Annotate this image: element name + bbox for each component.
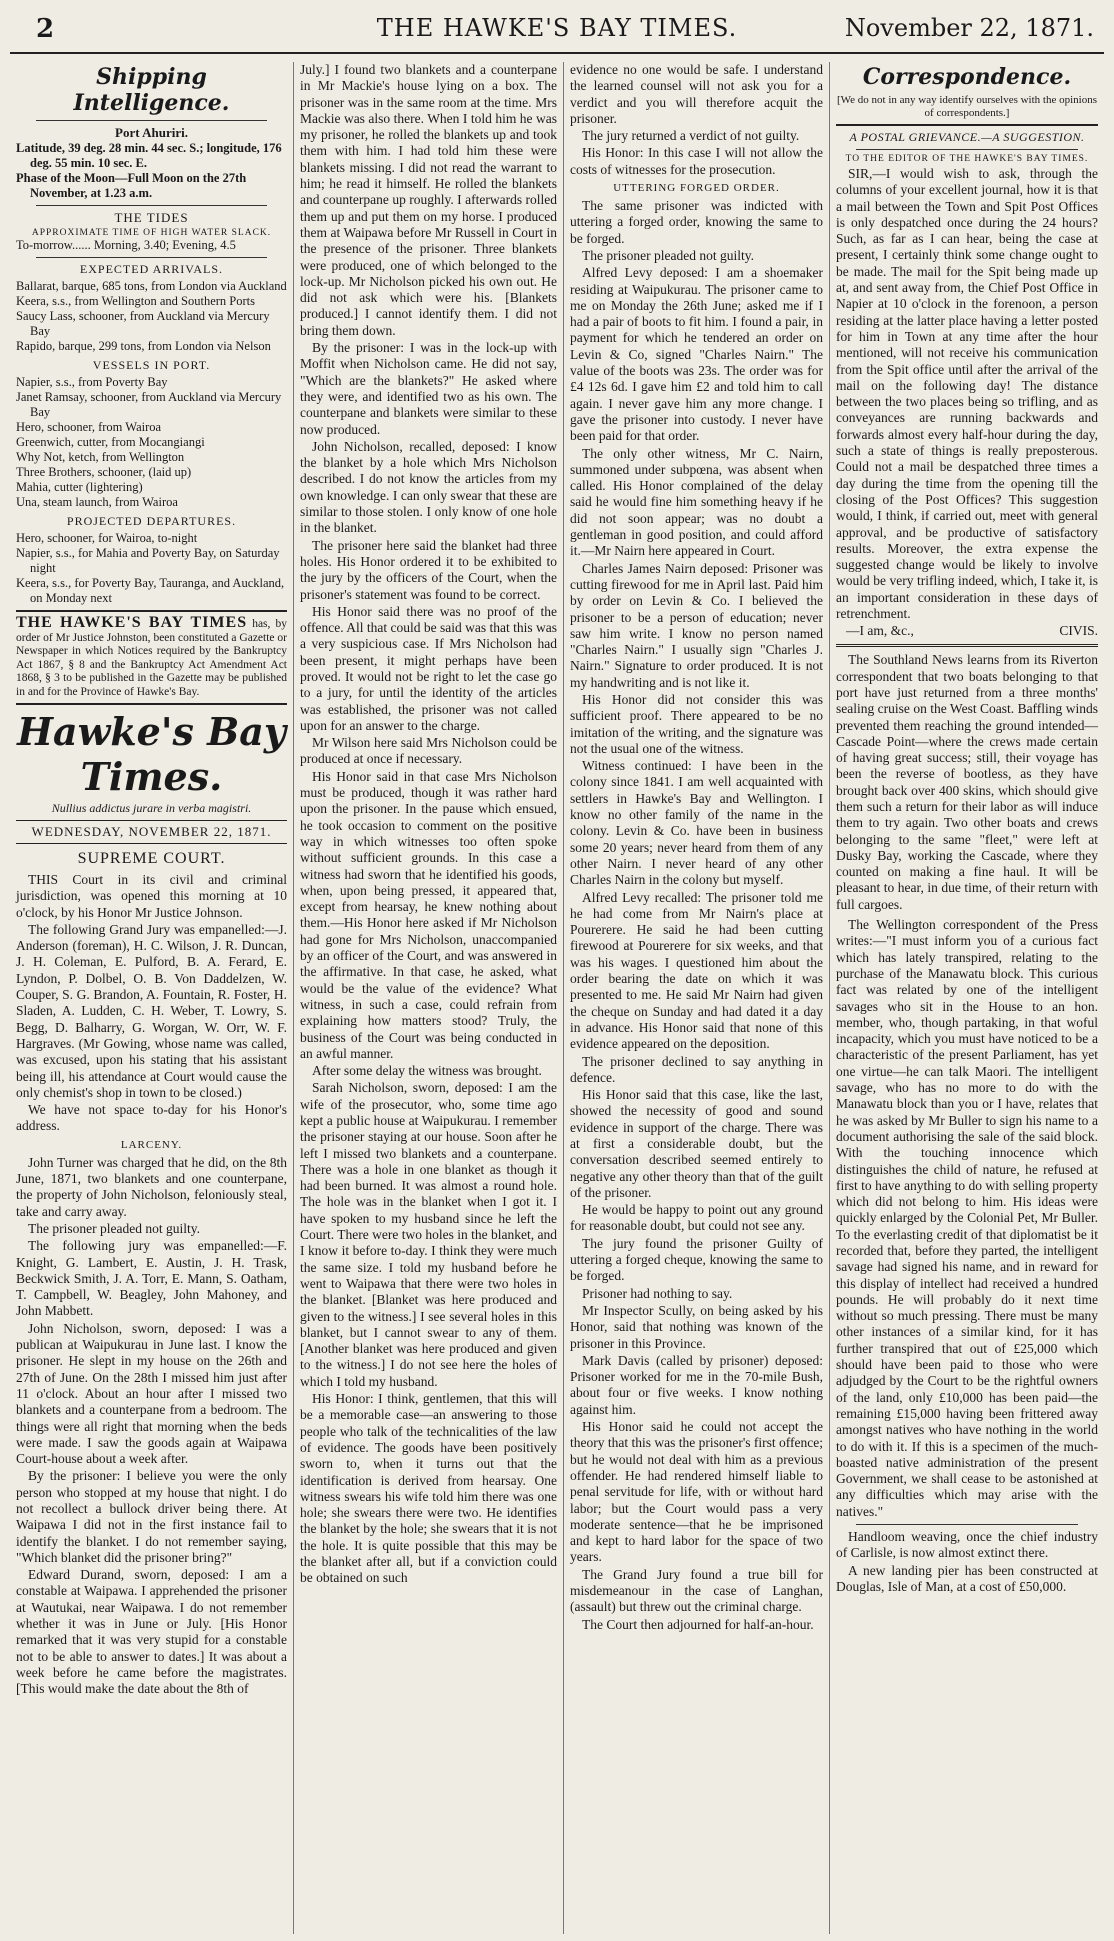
- list-item: Three Brothers, schooner, (laid up): [16, 465, 192, 479]
- divider: [836, 124, 1098, 126]
- paragraph: John Nicholson, sworn, deposed: I was a publican at Waipukurau in June last. I know the prisoner. He slept in my house on the 26th and 27th of June. On the 28th I missed him just after 11 o'clock. About an hour after I missed two blankets and a counterpane from a bedroom. The things were all right that morning when the beds were made. I saw the goods again at Waipawa Court-house about a week after.: [16, 1320, 287, 1467]
- list-item: Mahia, cutter (lightering): [16, 480, 143, 494]
- list-item: Hero, schooner, from Wairoa: [16, 420, 162, 434]
- latitude: Latitude, 39 deg. 28 min. 44 sec. S.; longitude, 176 deg. 55 min. 10 sec. E.: [16, 141, 282, 170]
- departures-title: PROJECTED DEPARTURES.: [66, 514, 237, 528]
- divider: [36, 120, 267, 121]
- dateline: WEDNESDAY, NOVEMBER 22, 1871.: [16, 820, 287, 844]
- paragraph: Sarah Nicholson, sworn, deposed: I am the wife of the prosecutor, who, some time ago kept a public house at Waipukurau. I remember the prisoner staying at our house. Soon after he left I missed two blankets and a counterpane. There was a hole in one blanket as though it had been burned. It was almost a round hole. The hole was in the blanket when I got it. I have spoken to my husband since he left the Court. There were two holes in the blanket, and I know it before to-day. I think they were much the same size. I told my husband before he went to Waipawa that there were two holes in the blanket. [Blanket was here produced and given to the witness.] I see several holes in this blanket, but I cannot swear to any of them. [Another blanket was here produced and given to the witness.] I do not see here the holes of which I told my husband.: [300, 1080, 557, 1389]
- vessels-list: [16, 375, 287, 510]
- divider: [856, 1524, 1078, 1525]
- paragraph: His Honor did not consider this was sufficient proof. There appeared to be no imitation of the writing, and the signature was not the usual one of the witness.: [570, 691, 823, 756]
- divider: [836, 644, 1098, 647]
- list-item: Napier, s.s., for Mahia and Poverty Bay, on Saturday night: [16, 546, 280, 575]
- letter-signoff-row: [836, 623, 1098, 639]
- news-item: Handloom weaving, once the chief industry of Carlisle, is now almost extinct there.: [836, 1529, 1098, 1561]
- list-item: Keera, s.s., for Poverty Bay, Tauranga, and Auckland, on Monday next: [16, 576, 285, 605]
- issue-date: November 22, 1871.: [844, 14, 1094, 42]
- paragraph: The same prisoner was indicted with uttering a forged order, knowing the same to be forged.: [570, 198, 823, 246]
- column-1: [10, 62, 293, 1934]
- tides-subtitle: APPROXIMATE TIME OF HIGH WATER SLACK.: [31, 228, 272, 238]
- paragraph: John Turner was charged that he did, on the 8th June, 1871, two blankets and one counterpane, the property of John Nicholson, feloniously steal, take and carry away.: [16, 1154, 287, 1219]
- news-item: A new landing pier has been constructed at Douglas, Isle of Man, at a cost of £50,000.: [836, 1562, 1098, 1594]
- larceny-head: LARCENY.: [120, 1138, 183, 1151]
- paragraph: The following jury was empanelled:—F. Knight, G. Lambert, E. Austin, J. H. Trask, Beckwick Smith, J. A. Torr, E. Mann, S. Oatham, T. Campbell, W. Beagley, John Mahoney, and John Mabbett.: [16, 1238, 287, 1319]
- court-title: SUPREME COURT.: [77, 850, 226, 867]
- expected-list: [16, 279, 287, 354]
- forged-head: UTTERING FORGED ORDER.: [613, 182, 780, 195]
- shipping-title: Shipping Intelligence.: [73, 64, 230, 116]
- paragraph: The following Grand Jury was empanelled:—J. Anderson (foreman), H. C. Wilson, J. R. Duncan, J. H. Coleman, E. Pulford, B. A. Ferard, E. Lyndon, P. Dolbel, O. B. Von Daddelzen, W. Couper, S. G. Brandon, A. Fountain, R. Foster, H. Sladen, A. Ludden, C. H. Weber, T. Lowry, S. Begg, D. Balharry, G. Worgan, W. Orr, W. F. Hargraves. (Mr Gowing, whose name was called, was excused, upon his stating that his assistant being ill, his attendance at Court would cause the only chemist's shop in town to be closed.): [16, 921, 287, 1100]
- column-3: [563, 62, 829, 1934]
- paragraph: After some delay the witness was brought.: [312, 1063, 542, 1079]
- paper-title: THE HAWKE'S BAY TIMES.: [376, 14, 738, 42]
- port-name: Port Ahuriri.: [115, 125, 188, 140]
- tides-line: To-morrow...... Morning, 3.40; Evening, 4.5: [16, 238, 236, 252]
- paragraph: John Nicholson, recalled, deposed: I know the blanket by a hole which Mrs Nicholson described. I do not know the articles from my own knowledge. I can only swear that these are similar to those stolen. I only know of one hole in the blanket.: [300, 438, 557, 536]
- editor-note: [We do not in any way identify ourselves with the opinions of correspondents.]: [836, 94, 1097, 119]
- paragraph: By the prisoner: I was in the lock-up with Moffit when Nicholson came. He did not say, "Which are the blankets?" He asked where they were, and identified two as his own. The counterpane and blankets were similar to these now produced.: [300, 340, 557, 437]
- divider: [36, 205, 267, 206]
- column-4: [829, 62, 1104, 1934]
- paragraph: Edward Durand, sworn, deposed: I am a constable at Waipawa. I apprehended the prisoner at Wautukai, near Waipawa. I do not remember whether it was in June or July. [His Honor remarked that it was very stupid for a constable not to be able to answer to dates.] It was about a week before he came before the magistrates. [This would make the date about the 8th of: [16, 1567, 287, 1697]
- column-2: [293, 62, 563, 1934]
- letter-title: A POSTAL GRIEVANCE.—A SUGGESTION.: [849, 130, 1085, 144]
- paragraph: Alfred Levy deposed: I am a shoemaker residing at Waipukurau. The prisoner came to me on Monday the 26th June; asked me if I had a pair of boots to fit him. I found a pair, in payment for which he tendered an order on Levin & Co, signed "Charles Nairn." The value of the boots was 23s. The order was for £4 12s 6d. I gave him £2 and told him to call again. I never gave him any more change. I gave the prisoner into custody. I never have been paid for that order.: [570, 265, 823, 444]
- paragraph: Mr Wilson here said Mrs Nicholson could be produced at once if necessary.: [300, 735, 557, 767]
- paragraph: The only other witness, Mr C. Nairn, summoned under subpœna, was absent when called. His Honor complained of the delay said he would fine him something heavy if he did not soon appear; was no doubt a gentleman in good position, and could afford it.—Mr Nairn here appeared in Court.: [570, 445, 823, 559]
- list-item: Ballarat, barque, 685 tons, from London via Auckland: [16, 279, 287, 293]
- correspondence-title: Correspondence.: [862, 64, 1072, 90]
- to-editor: TO THE EDITOR OF THE HAWKE'S BAY TIMES.: [845, 154, 1089, 164]
- list-item: Napier, s.s., from Poverty Bay: [16, 375, 168, 389]
- list-item: Why Not, ketch, from Wellington: [16, 450, 185, 464]
- moon-phase: Phase of the Moon—Full Moon on the 27th November, at 1.23 a.m.: [16, 171, 247, 200]
- paragraph: Prisoner had nothing to say.: [582, 1285, 733, 1301]
- paragraph: Alfred Levy recalled: The prisoner told me he had come from Mr Nairn's place at Pourerere. He said he had been cutting firewood at Pourerere for six weeks, and that was his wages. I questioned him about the order bearing the date on which it was presented to me. He said Mr Nairn had given the cheque on Sunday and had dated it a day in advance. His Honor said that none of this evidence appeared on the deposition.: [570, 889, 823, 1052]
- paragraph: His Honor said that this case, like the last, showed the necessity of good and sound evidence in support of the charge. There was at first a considerable doubt, but the conversation described seemed entirely to negative any other theory than that of the guilt of the prisoner.: [570, 1087, 823, 1200]
- paragraph: July.] I found two blankets and a counterpane in Mr Mackie's house lying on a box. The prisoner was in the same room at the time. Mrs Mackie was also there. When I told him he was my prisoner, he rolled the blankets up and took them with him. I had told him these were blankets missing. I did not read the warrant to him; he read it himself. He rolled the blankets and counterpane up roughly. I afterwards rolled them up and put them on my horse. I produced them at Waipawa before Mr Russell in Court in the presence of the prisoner. Three blankets were produced, one of which belonged to the lock-up. Mr Nicholson picked his own out. He did not ask which were his. [Blankets produced.] I cannot identify them. I did not bring them down.: [300, 62, 557, 338]
- list-item: Hero, schooner, for Wairoa, to-night: [16, 531, 198, 545]
- notice-lead: THE HAWKE'S BAY TIMES: [16, 614, 248, 631]
- expected-title: EXPECTED ARRIVALS.: [79, 262, 224, 276]
- paragraph: The Grand Jury found a true bill for misdemeanour in the case of Langhan, (assault) but threw out the criminal charge.: [570, 1566, 823, 1615]
- departures-list: [16, 531, 287, 606]
- paragraph: The jury returned a verdict of not guilty.: [582, 128, 800, 144]
- nameplate: Hawke's Bay Times.: [17, 709, 286, 799]
- list-item: Saucy Lass, schooner, from Auckland via Mercury Bay: [16, 309, 270, 338]
- gazette-notice: [16, 610, 287, 705]
- list-item: Una, steam launch, from Wairoa: [16, 495, 178, 509]
- masthead: [10, 10, 1104, 54]
- list-item: Keera, s.s., from Wellington and Southern Ports: [16, 294, 256, 308]
- paragraph: The prisoner pleaded not guilty.: [28, 1220, 200, 1236]
- list-item: Janet Ramsay, schooner, from Auckland via Mercury Bay: [16, 390, 282, 419]
- paragraph: The prisoner pleaded not guilty.: [582, 247, 754, 263]
- list-item: Greenwich, cutter, from Mocangiangi: [16, 435, 205, 449]
- paragraph: Charles James Nairn deposed: Prisoner was cutting firewood for me in April last. Paid him by order on Levin & Co. I believed the prisoner to be a person of education; never saw him write. I know no person named "Charles Nairn." I usually sign "Charles J. Nairn." Signature to order produced. It is not my handwriting and is not like it.: [570, 560, 823, 690]
- paragraph: His Honor: In this case I will not allow the costs of witnesses for the prosecution.: [570, 145, 823, 177]
- page-number: 2: [36, 14, 55, 44]
- paragraph: THIS Court in its civil and criminal jurisdiction, was opened this morning at 10 o'clock, by his Honor Mr Justice Johnson.: [16, 872, 287, 920]
- paragraph: Mark Davis (called by prisoner) deposed: Prisoner worked for me in the 70-mile Bush, about four or five weeks. I know nothing against him.: [570, 1352, 823, 1417]
- paragraph: His Honor said there was no proof of the offence. All that could be said was that this was a very suspicious case. If Mrs Nicholson had been present, it might perhaps have been proved. It would not be right to let the case go to a jury, for until the identity of the articles was established, the prisoner was not called upon for an answer to the charge.: [300, 603, 557, 733]
- paragraph: The prisoner here said the blanket had three holes. His Honor ordered it to be exhibited to the jury by the officers of the Court, when the prisoner's statement was found to be correct.: [300, 537, 557, 602]
- vessels-title: VESSELS IN PORT.: [92, 358, 211, 372]
- paragraph: His Honor said he could not accept the theory that this was the prisoner's first offence; but he would not deal with him as a previous offender. He had rendered himself liable to penal servitude for life, with or without hard labor; but the Court would pass a very moderate sentence—that he be imprisoned and kept to hard labor for the space of two years.: [570, 1419, 823, 1565]
- paragraph: evidence no one would be safe. I understand the learned counsel will not ask you for a verdict and you will therefore acquit the prisoner.: [570, 62, 823, 126]
- paragraph: We have not space to-day for his Honor's address.: [16, 1102, 287, 1134]
- paragraph: The jury found the prisoner Guilty of uttering a forged cheque, knowing the same to be forged.: [570, 1235, 823, 1284]
- list-item: Rapido, barque, 299 tons, from London via Nelson: [16, 339, 271, 353]
- signature: CIVIS.: [1059, 623, 1098, 639]
- paragraph: His Honor: I think, gentlemen, that this will be a memorable case—an answering to those people who talk of the technicalities of the law of evidence. The goods have been positively sworn to, when it turns out that the identification is derived from hearsay. One witness swears his wife told him there was one hole; she swears there were two. He identifies the blanket by the hole; she swears that it is not the hole. It is quite possible that this may be the blanket after all, but if a conviction could be obtained on such: [300, 1391, 557, 1586]
- news-item: The Wellington correspondent of the Press writes:—"I must inform you of a curious fact which has lately transpired, relating to the purchase of the Manawatu block. This curious fact was related by one of the intelligent savages who sit in the House to an hon. member, who, though partaking, in that woful incapacity, which you must have noticed to be a characteristic of the present Parliament, has yet one virtue—he can talk Maori. The intelligent savage, who has no more to do with the Manawatu block than you or I have, relates that he was asked by Mr Buller to sign his name to a document authorising the sale of the said block. With the touching innocence which distinguishes the child of nature, he refused at first to have anything to do with selling property which did not belong to him. His ideas were quickly enlarged by the Colonial Pet, Mr Buller. To the everlasting credit of that diplomatist be it recorded that, before they parted, the intelligent savage had signed his name, and in reward for this display of intellect had received a hundred pounds. He will probably do it next time without so much pressing. There must be many other instances of a similar kind, for it has further transpired that out of £25,000 which should have been paid to those who were adjudged by the Court to be the rightful owners of the land, only £10,000 has been paid—the remaining £15,000 having been frittered away amongst natives who have nothing in the world to do with it. If this is a specimen of the much-boasted native administration of the present Government, we shall cease to be astonished at any difficulties which may arise with the natives.": [836, 917, 1098, 1519]
- paragraph: He would be happy to point out any ground for reasonable doubt, but could not see any.: [570, 1202, 823, 1234]
- paragraph: Mr Inspector Scully, on being asked by his Honor, said that nothing was known of the prisoner in this Province.: [570, 1302, 823, 1351]
- paragraph: His Honor said in that case Mrs Nicholson must be produced, though it was rather hard upon the prisoner. In the pause which ensued, he took occasion to comment on the positive way in which witnesses too often spoke without sufficient grounds. In this case a witness had sworn that he identified his goods, when, upon being pressed, it appeared that, except from hearsay, he knew nothing about them.—His Honor here asked if Mr Nicholson had gone for Mrs Nicholson, unaccompanied by an officer of the Court, and was answered in the affirmative. In that case, he asked, what would be the value of the evidence? What witness, in such a case, could refrain from explaining how matters stood? Truly, the business of the Court was being conducted in an awful manner.: [300, 768, 557, 1061]
- divider: [36, 257, 267, 258]
- signoff: —I am, &c.,: [846, 623, 914, 639]
- divider: [856, 149, 1078, 150]
- letter-body: SIR,—I would wish to ask, through the columns of your excellent journal, how it is that a mail between the Town and Spit Post Offices is only despatched once during the 24 hours? Such, as far as I can hear, being the case at present, I certainly think some change ought to be made. The mail for the Spit being made up at, and sent away from, the Chief Post Office in Napier at 10 o'clock in the forenoon, a person residing at the latter place having a letter posted for him in Town at any time after the hour mentioned, will not receive his communication from the Spit office until after the arrival of the mail on the following day! The distance between the two places being so trifling, and as conveyances are running backwards and forwards almost every half-hour during the day, such a state of things is really preposterous. Could not a mail be despatched three times a day during the time from the opening till the closing of the Post Offices? This suggestion would, I think, if carried out, meet with general approval, and be productive of satisfactory results. Moreover, the extra expense the suggested change would be likely to involve would be very trifling indeed, which, I take it, is an important consideration in these days of retrenchment.: [836, 166, 1098, 622]
- notice-text: has, by order of Mr Justice Johnston, been constituted a Gazette or Newspaper in which Notices required by the Bankruptcy Act 1867, § 8 and the Bankruptcy Act Amendment Act 1868, § 3 to be published in the Gazette may be published in and for the Province of Hawke's Bay.: [16, 618, 287, 698]
- motto: Nullius addictus jurare in verba magistri.: [51, 801, 252, 815]
- news-item: The Southland News learns from its Riverton correspondent that two boats belonging to that port have just returned from a three months' sealing cruise on the West Coast. Baffling winds prevented them reaching the ground intended—Cascade Point—where the crews made certain of having great success; still, their voyage has been the reverse of bootless, as they have brought back over 400 skins, which should give them such a return for their labor as will induce them to try again. Two other boats and crews belonging to the same "fleet," were left at Dusky Bay, working the Cascade, where they counted on making a fine haul. It will be pleasant to hear, in due time, of their return with full cargoes.: [836, 652, 1098, 912]
- paragraph: By the prisoner: I believe you were the only person who stopped at my house that night. I do not recollect a bullock driver being there. At Waipawa I did not in the first instance fail to identify the blanket. I do not remember saying, "Which blanket did the prisoner bring?": [16, 1468, 287, 1565]
- paragraph: The prisoner declined to say anything in defence.: [570, 1053, 823, 1085]
- paragraph: The Court then adjourned for half-an-hour.: [582, 1616, 814, 1632]
- paragraph: Witness continued: I have been in the colony since 1841. I am well acquainted with settlers in Hawke's Bay and Wellington. I know no other family of the name in the colony. Levin & Co. have been in business some 20 years; never heard from them of any other Nairn. I never heard of any other Charles Nairn in the colony but myself.: [570, 758, 823, 888]
- tides-title: THE TIDES: [114, 210, 189, 225]
